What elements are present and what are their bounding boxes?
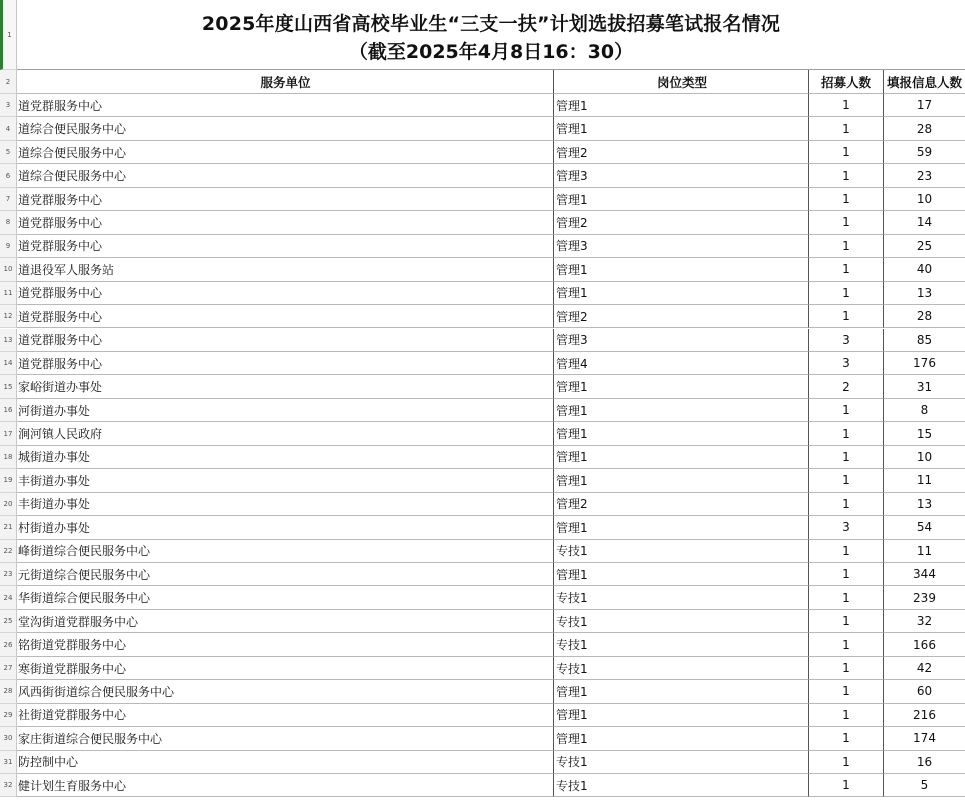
cell-filled[interactable]: 5 (884, 774, 965, 797)
row-header[interactable]: 14 (0, 352, 17, 375)
cell-type[interactable]: 管理1 (554, 94, 809, 117)
cell-unit[interactable]: 风西街街道综合便民服务中心 (17, 680, 554, 703)
cell-filled[interactable]: 11 (884, 540, 965, 563)
cell-count[interactable]: 3 (809, 329, 884, 352)
cell-count[interactable]: 1 (809, 422, 884, 445)
cell-unit[interactable]: 寒街道党群服务中心 (17, 657, 554, 680)
cell-type[interactable]: 管理1 (554, 563, 809, 586)
cell-filled[interactable]: 14 (884, 211, 965, 234)
row-header[interactable]: 22 (0, 540, 17, 563)
row-header[interactable]: 25 (0, 610, 17, 633)
cell-count[interactable]: 1 (809, 586, 884, 609)
header-count[interactable]: 招募人数 (809, 70, 884, 94)
cell-filled[interactable]: 32 (884, 610, 965, 633)
cell-type[interactable]: 管理3 (554, 235, 809, 258)
row-header[interactable]: 23 (0, 563, 17, 586)
cell-unit[interactable]: 道党群服务中心 (17, 282, 554, 305)
cell-count[interactable]: 1 (809, 117, 884, 140)
row-header[interactable]: 9 (0, 235, 17, 258)
cell-unit[interactable]: 丰街道办事处 (17, 493, 554, 516)
cell-unit[interactable]: 道退役军人服务站 (17, 258, 554, 281)
cell-filled[interactable]: 16 (884, 751, 965, 774)
cell-count[interactable]: 1 (809, 633, 884, 656)
cell-count[interactable]: 1 (809, 446, 884, 469)
cell-count[interactable]: 1 (809, 657, 884, 680)
cell-type[interactable]: 专技1 (554, 657, 809, 680)
title-cell[interactable] (17, 0, 965, 70)
cell-count[interactable]: 1 (809, 211, 884, 234)
cell-count[interactable]: 1 (809, 188, 884, 211)
cell-count[interactable]: 1 (809, 305, 884, 328)
cell-unit[interactable]: 道党群服务中心 (17, 211, 554, 234)
row-header[interactable]: 17 (0, 422, 17, 445)
cell-type[interactable]: 专技1 (554, 540, 809, 563)
cell-count[interactable]: 1 (809, 94, 884, 117)
cell-type[interactable]: 管理1 (554, 680, 809, 703)
cell-type[interactable]: 管理1 (554, 188, 809, 211)
cell-unit[interactable]: 防控制中心 (17, 751, 554, 774)
cell-type[interactable]: 管理2 (554, 211, 809, 234)
cell-type[interactable]: 管理1 (554, 704, 809, 727)
row-header[interactable]: 31 (0, 751, 17, 774)
row-header[interactable]: 21 (0, 516, 17, 539)
cell-unit[interactable]: 涧河镇人民政府 (17, 422, 554, 445)
cell-count[interactable]: 1 (809, 751, 884, 774)
cell-filled[interactable]: 54 (884, 516, 965, 539)
cell-filled[interactable]: 60 (884, 680, 965, 703)
cell-count[interactable]: 2 (809, 375, 884, 398)
cell-count[interactable]: 1 (809, 680, 884, 703)
cell-count[interactable]: 1 (809, 610, 884, 633)
cell-count[interactable]: 1 (809, 540, 884, 563)
cell-type[interactable]: 管理1 (554, 422, 809, 445)
row-header[interactable]: 12 (0, 305, 17, 328)
cell-unit[interactable]: 华街道综合便民服务中心 (17, 586, 554, 609)
cell-unit[interactable]: 堂沟街道党群服务中心 (17, 610, 554, 633)
row-header[interactable]: 2 (0, 70, 17, 94)
cell-unit[interactable]: 峰街道综合便民服务中心 (17, 540, 554, 563)
cell-count[interactable]: 1 (809, 469, 884, 492)
cell-count[interactable]: 1 (809, 774, 884, 797)
cell-filled[interactable]: 10 (884, 446, 965, 469)
row-header[interactable]: 30 (0, 727, 17, 750)
cell-count[interactable]: 1 (809, 141, 884, 164)
row-header[interactable]: 7 (0, 188, 17, 211)
cell-type[interactable]: 管理3 (554, 329, 809, 352)
row-header[interactable]: 4 (0, 117, 17, 140)
row-header[interactable]: 15 (0, 375, 17, 398)
cell-type[interactable]: 管理2 (554, 305, 809, 328)
row-header[interactable]: 26 (0, 633, 17, 656)
row-header[interactable]: 20 (0, 493, 17, 516)
cell-filled[interactable]: 216 (884, 704, 965, 727)
cell-count[interactable]: 1 (809, 164, 884, 187)
cell-count[interactable]: 1 (809, 258, 884, 281)
cell-type[interactable]: 专技1 (554, 751, 809, 774)
cell-type[interactable]: 管理1 (554, 469, 809, 492)
cell-unit[interactable]: 健计划生育服务中心 (17, 774, 554, 797)
cell-filled[interactable]: 40 (884, 258, 965, 281)
cell-filled[interactable]: 239 (884, 586, 965, 609)
row-header[interactable]: 3 (0, 94, 17, 117)
header-unit[interactable]: 服务单位 (17, 70, 554, 94)
cell-unit[interactable]: 村街道办事处 (17, 516, 554, 539)
row-header[interactable]: 6 (0, 164, 17, 187)
cell-unit[interactable]: 道党群服务中心 (17, 329, 554, 352)
cell-type[interactable]: 管理1 (554, 375, 809, 398)
cell-filled[interactable]: 13 (884, 282, 965, 305)
row-header[interactable]: 32 (0, 774, 17, 797)
row-header[interactable]: 29 (0, 704, 17, 727)
cell-type[interactable]: 管理1 (554, 117, 809, 140)
cell-type[interactable]: 专技1 (554, 586, 809, 609)
cell-unit[interactable]: 社街道党群服务中心 (17, 704, 554, 727)
cell-filled[interactable]: 174 (884, 727, 965, 750)
cell-unit[interactable]: 道党群服务中心 (17, 305, 554, 328)
cell-type[interactable]: 专技1 (554, 633, 809, 656)
cell-unit[interactable]: 河街道办事处 (17, 399, 554, 422)
row-header[interactable]: 11 (0, 282, 17, 305)
cell-unit[interactable]: 道综合便民服务中心 (17, 117, 554, 140)
sheet-title: 2025年度山西省高校毕业生“三支一扶”计划选拔招募笔试报名情况 (201, 13, 781, 35)
cell-unit[interactable]: 城街道办事处 (17, 446, 554, 469)
header-type[interactable]: 岗位类型 (554, 70, 809, 94)
header-filled[interactable]: 填报信息人数 (884, 70, 965, 94)
cell-filled[interactable]: 28 (884, 305, 965, 328)
cell-unit[interactable]: 道党群服务中心 (17, 94, 554, 117)
cell-unit[interactable]: 家峪街道办事处 (17, 375, 554, 398)
cell-unit[interactable]: 道综合便民服务中心 (17, 141, 554, 164)
cell-filled[interactable]: 85 (884, 329, 965, 352)
cell-filled[interactable]: 25 (884, 235, 965, 258)
cell-type[interactable]: 管理1 (554, 727, 809, 750)
row-header[interactable]: 27 (0, 657, 17, 680)
cell-count[interactable]: 1 (809, 493, 884, 516)
cell-type[interactable]: 管理1 (554, 446, 809, 469)
cell-unit[interactable]: 道党群服务中心 (17, 235, 554, 258)
cell-filled[interactable]: 11 (884, 469, 965, 492)
cell-count[interactable]: 1 (809, 399, 884, 422)
row-header[interactable]: 10 (0, 258, 17, 281)
cell-count[interactable]: 3 (809, 516, 884, 539)
cell-type[interactable]: 管理1 (554, 282, 809, 305)
cell-unit[interactable]: 道综合便民服务中心 (17, 164, 554, 187)
cell-unit[interactable]: 铭街道党群服务中心 (17, 633, 554, 656)
row-header[interactable]: 13 (0, 329, 17, 352)
row-header[interactable]: 28 (0, 680, 17, 703)
cell-filled[interactable]: 176 (884, 352, 965, 375)
cell-unit[interactable]: 丰街道办事处 (17, 469, 554, 492)
cell-filled[interactable]: 344 (884, 563, 965, 586)
cell-count[interactable]: 1 (809, 727, 884, 750)
row-header[interactable]: 16 (0, 399, 17, 422)
cell-filled[interactable]: 166 (884, 633, 965, 656)
cell-type[interactable]: 管理4 (554, 352, 809, 375)
cell-unit[interactable]: 家庄街道综合便民服务中心 (17, 727, 554, 750)
row-header[interactable]: 5 (0, 141, 17, 164)
cell-filled[interactable]: 28 (884, 117, 965, 140)
row-header[interactable]: 8 (0, 211, 17, 234)
cell-type[interactable]: 管理2 (554, 493, 809, 516)
cell-count[interactable]: 3 (809, 352, 884, 375)
cell-type[interactable]: 管理2 (554, 141, 809, 164)
cell-filled[interactable]: 59 (884, 141, 965, 164)
cell-filled[interactable]: 42 (884, 657, 965, 680)
cell-unit[interactable]: 元街道综合便民服务中心 (17, 563, 554, 586)
cell-filled[interactable]: 17 (884, 94, 965, 117)
cell-type[interactable]: 专技1 (554, 610, 809, 633)
sheet-subtitle: （截至2025年4月8日16：30） (348, 41, 634, 63)
cell-filled[interactable]: 31 (884, 375, 965, 398)
cell-type[interactable]: 专技1 (554, 774, 809, 797)
row-header[interactable]: 18 (0, 446, 17, 469)
cell-type[interactable]: 管理1 (554, 258, 809, 281)
cell-filled[interactable]: 8 (884, 399, 965, 422)
row-header[interactable]: 24 (0, 586, 17, 609)
row-header[interactable]: 1 (0, 0, 17, 70)
cell-unit[interactable]: 道党群服务中心 (17, 352, 554, 375)
cell-type[interactable]: 管理1 (554, 399, 809, 422)
cell-type[interactable]: 管理3 (554, 164, 809, 187)
cell-unit[interactable]: 道党群服务中心 (17, 188, 554, 211)
cell-count[interactable]: 1 (809, 704, 884, 727)
cell-count[interactable]: 1 (809, 235, 884, 258)
cell-filled[interactable]: 15 (884, 422, 965, 445)
cell-count[interactable]: 1 (809, 282, 884, 305)
row-header[interactable]: 19 (0, 469, 17, 492)
cell-count[interactable]: 1 (809, 563, 884, 586)
cell-filled[interactable]: 10 (884, 188, 965, 211)
cell-type[interactable]: 管理1 (554, 516, 809, 539)
cell-filled[interactable]: 13 (884, 493, 965, 516)
cell-filled[interactable]: 23 (884, 164, 965, 187)
